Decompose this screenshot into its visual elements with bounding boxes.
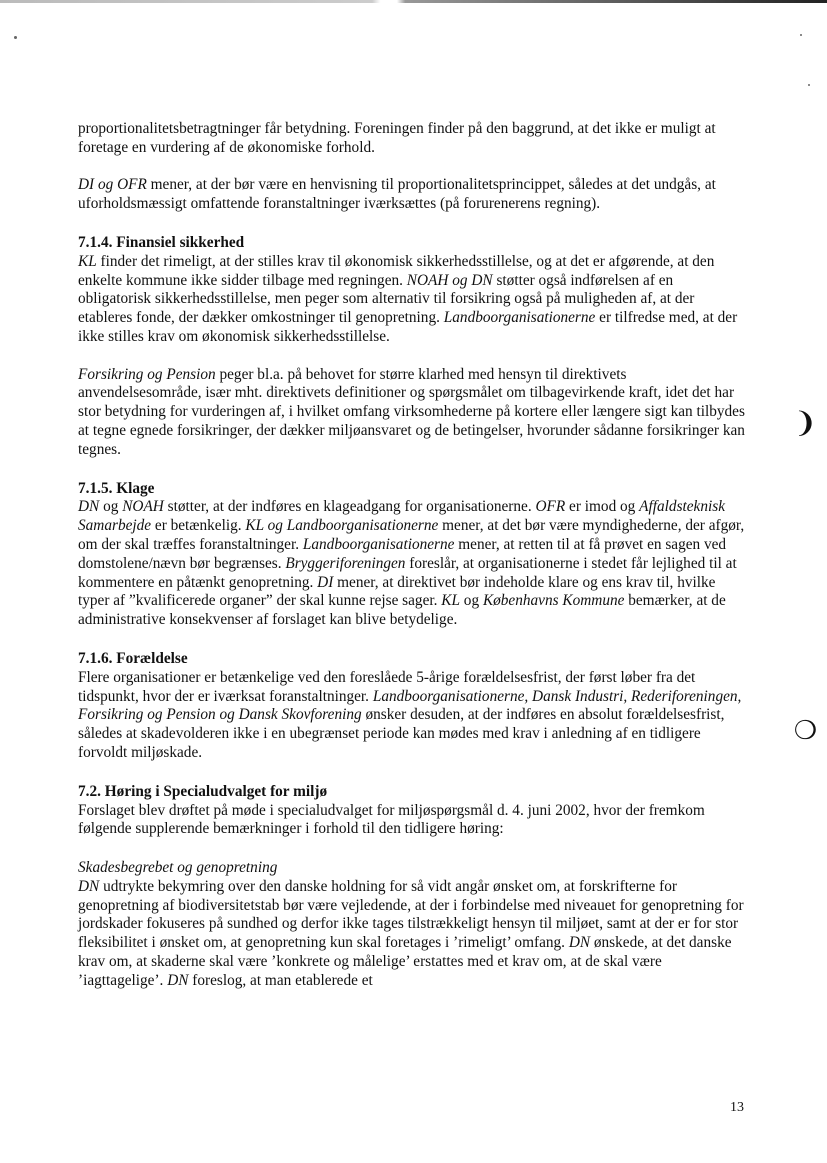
org-name: NOAH <box>122 498 164 516</box>
hoering-paragraph: Forslaget blev drøftet på møde i specialudvalget for miljøspørgsmål d. 4. juni 2002, hvor der fremkom følgende supplerende bemærkninger i forhold til den tidligere høring: <box>78 801 705 838</box>
org-name: DN <box>78 877 100 895</box>
scan-speck <box>808 84 810 86</box>
scan-speck <box>800 34 802 36</box>
scan-top-edge <box>0 0 827 3</box>
finansiel-paragraph-2: Forsikring og Pension peger bl.a. på behovet for større klarhed med hensyn til direktivets anvendelsesområde, især mht. direktivets definitioner og spørgsmålet om tilbagevirkende kraft, idet det har stor betydning for vurderingen af, i hvilket omfang virksomhederne på kortere eller længere sigt kan tilbydes at tegne egnede forsikringer, der dækker miljøansvaret og de betingelser, hvorunder sådanne forsikringer kan tegnes. <box>78 365 745 458</box>
org-name: Københavns Kommune <box>482 592 625 610</box>
section-heading-finansiel: 7.1.4. Finansiel sikkerhed <box>78 233 245 251</box>
org-name: DN <box>78 498 100 516</box>
org-name: DN <box>568 934 591 952</box>
org-name: KL <box>441 592 460 610</box>
di-ofr-paragraph: DI og OFR mener, at der bør være en henvisning til proportionalitetsprincippet, således at det undgås, at uforholdsmæssigt omfattende foranstaltninger iværksættes (på forurenerens regning). <box>78 176 716 213</box>
document-page <box>78 120 746 991</box>
org-name: Forsikring og Pension <box>78 365 216 383</box>
foraeldelse-paragraph: Flere organisationer er betænkelige ved den foreslåede 5-årige forældelsesfrist, der først løber fra det tidspunkt, hvor der er iværksat foranstaltninger. Landboorganisationerne, Dansk Industri, Rederiforeningen, Forsikring og Pension og Dansk Skovforening ønsker desuden, at der indføres en absolut forældelsesfrist, således at skadevolderen ikke i en ubegrænset periode kan mødes med krav i anledning af en tidligere forvoldt miljøskade. <box>78 668 742 761</box>
org-name: DN <box>167 971 189 989</box>
org-name: NOAH og DN <box>406 271 493 289</box>
klage-paragraph: DN og NOAH støtter, at der indføres en klageadgang for organisationerne. OFR er imod og Affaldsteknisk Samarbejde er betænkelig. KL og Landboorganisationerne mener, at det bør være myndighederne, der afgør, om der skal træffes foranstaltninger. Landboorganisationerne mener, at retten til at få prøvet en sagen ved domstolene/nævn bør begrænses. Bryggeriforeningen foreslår, at organisationerne i stedet får lejlighed til at kommentere en påtænkt genopretning. DI mener, at direktivet bør indeholde klare og ens krav til, hvilke typer af ”kvalificerede organer” der skal kunne rejse sager. KL og Københavns Kommune bemærker, at de administrative konsekvenser af forslaget kan blive betydelige. <box>78 498 745 629</box>
skadesbegrebet-paragraph: DN udtrykte bekymring over den danske holdning for så vidt angår ønsket om, at forskrifterne for genopretning af biodiversitetstab bør være vejledende, at der i forbindelse med niveauet for genopretning for jordskader fokuseres på sundhed og derfor ikke tages tilstrækkeligt hensyn til miljøet, samt at der er for stor fleksibilitet i ønsket om, at genopretning kun skal foretages i ’rimeligt’ omfang. DN ønskede, at det danske krav om, at skaderne skal være ’konkrete og målelige’ erstattes med et krav om, at de skal være ’iagttagelige’. DN foreslog, at man etablerede et <box>78 877 744 989</box>
org-name: KL og Landboorganisationerne <box>245 517 439 535</box>
section-heading-foraeldelse: 7.1.6. Forældelse <box>78 649 188 667</box>
page-number: 13 <box>730 1100 744 1115</box>
finansiel-paragraph-1: KL finder det rimeligt, at der stilles krav til økonomisk sikkerhedsstillelse, og at det er afgørende, at den enkelte kommune ikke sidder tilbage med regningen. NOAH og DN støtter også indførelsen af en obligatorisk sikkerhedsstillelse, men peger som alternativ til forsikring også på muligheden af, at der etableres fonde, der dækker omkostninger til genopretning. Landboorganisationerne er tilfredse med, at der ikke stilles krav om økonomisk sikkerhedsstillelse. <box>78 252 738 345</box>
org-name: Bryggeriforeningen <box>285 554 406 572</box>
org-name: Landboorganisationerne, Dansk Industri, Rederiforeningen, Forsikring og Pension og Dansk Skovforening <box>78 687 742 724</box>
org-name: OFR <box>535 498 566 516</box>
org-name: Affaldsteknisk Samarbejde <box>78 498 725 535</box>
org-name: Landboorganisationerne <box>443 309 596 327</box>
org-name: Landboorganisationerne <box>302 535 455 553</box>
binder-hole-mark: ❍ <box>793 716 817 746</box>
org-name: DI og OFR <box>78 176 147 194</box>
intro-paragraph: proportionalitetsbetragtninger får betydning. Foreningen finder på den baggrund, at det ikke er muligt at foretage en vurdering af de økonomiske forhold. <box>78 120 716 156</box>
scan-speck <box>14 36 17 39</box>
org-name: KL <box>78 252 97 270</box>
binder-hole-mark: ❩ <box>793 406 817 439</box>
subheading-skadesbegrebet: Skadesbegrebet og genopretning <box>78 859 278 877</box>
section-heading-klage: 7.1.5. Klage <box>78 479 155 497</box>
org-name: DI <box>317 573 334 591</box>
section-heading-hoering: 7.2. Høring i Specialudvalget for miljø <box>78 782 328 800</box>
